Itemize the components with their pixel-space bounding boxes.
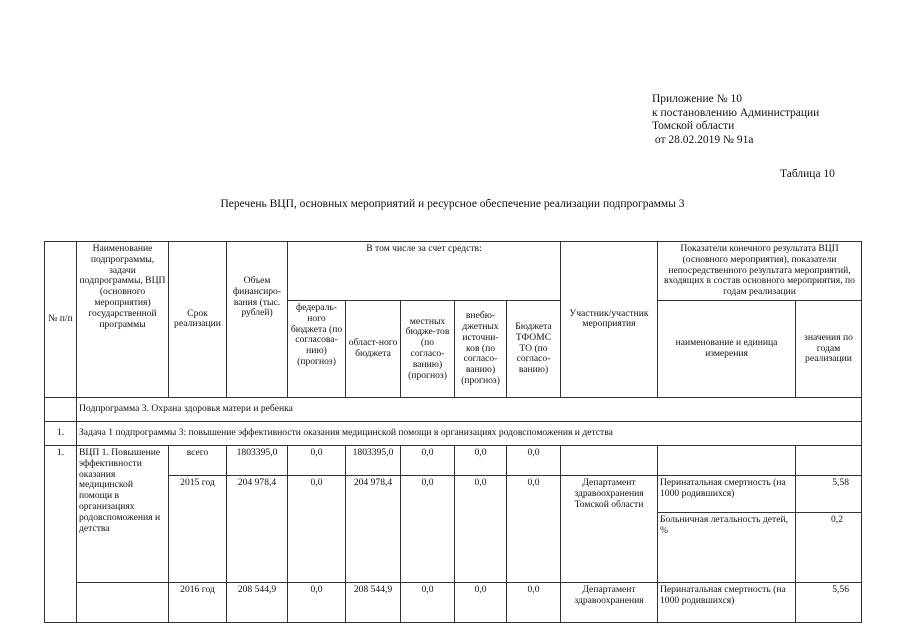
row-extrabudget: 0,0 (455, 582, 507, 622)
resource-table (44, 241, 862, 623)
row-indicator-value: 5,56 (796, 582, 862, 622)
vcp-name-continued (77, 582, 169, 622)
subprogram-title: Подпрограмма 3. Охрана здоровья матери и ребенка (77, 397, 862, 421)
subprogram-num (45, 397, 77, 421)
row-extrabudget: 0,0 (455, 445, 507, 475)
row-participant: Департамент здравоохранения Томской области (561, 475, 658, 582)
row-volume: 208 544,9 (227, 582, 288, 622)
row-regional: 1803395,0 (346, 445, 401, 475)
header-indicator-value: значения по годам реализации (796, 300, 862, 397)
row-tfoms: 0,0 (507, 582, 561, 622)
header-indicator-name: наименование и единица измерения (658, 300, 796, 397)
appendix-line: Томской области (652, 120, 735, 133)
task-title: Задача 1 подпрограммы 3: повышение эффективности оказания медицинской помощи в организациях родовспоможения и детства (77, 421, 862, 445)
appendix-block (652, 93, 819, 147)
appendix-line: от 28.02.2019 № 91а (652, 133, 754, 146)
row-term: 2015 год (169, 475, 227, 582)
row-term: всего (169, 445, 227, 475)
row-indicator-value: 5,58 (796, 475, 862, 512)
row-federal: 0,0 (288, 475, 346, 582)
vcp-num: 1. (45, 445, 77, 622)
row-local: 0,0 (401, 582, 455, 622)
row-participant (561, 445, 658, 475)
header-local: местных бюдже-тов (по согласо-ванию) (прогноз) (401, 300, 455, 397)
table-row (45, 445, 862, 475)
header-name: Наименование подпрограммы, задачи подпрограммы, ВЦП (основного мероприятия) государственной программы (77, 242, 169, 398)
row-indicator: Перинатальная смертность (на 1000 родившихся) (658, 475, 796, 512)
row-regional: 208 544,9 (346, 582, 401, 622)
row-tfoms: 0,0 (507, 445, 561, 475)
row-participant: Департамент здравоохранения (561, 582, 658, 622)
row-regional: 204 978,4 (346, 475, 401, 582)
vcp-name: ВЦП 1. Повышение эффективности оказания медицинской помощи в организациях родовспоможения и детства (77, 445, 169, 582)
header-participant: Участник/участник мероприятия (561, 242, 658, 398)
row-federal: 0,0 (288, 445, 346, 475)
header-volume: Объем финансиро-вания (тыс. рублей) (227, 242, 288, 398)
row-term: 2016 год (169, 582, 227, 622)
header-term: Срок реализации (169, 242, 227, 398)
header-federal: федераль-ного бюджета (по согласова-нию) (прогноз) (288, 300, 346, 397)
header-indicators: Показатели конечного результата ВЦП (основного мероприятия), показатели непосредственного результата мероприятий, входящих в состав основного мероприятия, по годам реализации (658, 242, 862, 301)
table-row (45, 582, 862, 622)
row-tfoms: 0,0 (507, 475, 561, 582)
header-including: В том числе за счет средств: (288, 242, 561, 301)
row-volume: 1803395,0 (227, 445, 288, 475)
row-indicator-value: 0,2 (796, 512, 862, 582)
appendix-line: Приложение № 10 (652, 93, 742, 105)
row-indicator-value (796, 445, 862, 475)
header-num: № п/п (45, 242, 77, 398)
row-local: 0,0 (401, 475, 455, 582)
row-volume: 204 978,4 (227, 475, 288, 582)
document-title: Перечень ВЦП, основных мероприятий и ресурсное обеспечение реализации подпрограммы 3 (220, 198, 685, 210)
task-num: 1. (45, 421, 77, 445)
header-regional: област-ного бюджета (346, 300, 401, 397)
row-indicator: Больничная летальность детей, % (658, 512, 796, 582)
appendix-line: к постановлению Администрации (652, 106, 820, 119)
row-local: 0,0 (401, 445, 455, 475)
row-extrabudget: 0,0 (455, 475, 507, 582)
table-number: Таблица 10 (780, 168, 835, 180)
header-tfoms: Бюджета ТФОМС ТО (по согласо-ванию) (507, 300, 561, 397)
row-indicator (658, 445, 796, 475)
row-indicator: Перинатальная смертность (на 1000 родившихся) (658, 582, 796, 622)
header-extrabudget: внебю-джетных источни-ков (по согласо-ванию) (прогноз) (455, 300, 507, 397)
row-federal: 0,0 (288, 582, 346, 622)
